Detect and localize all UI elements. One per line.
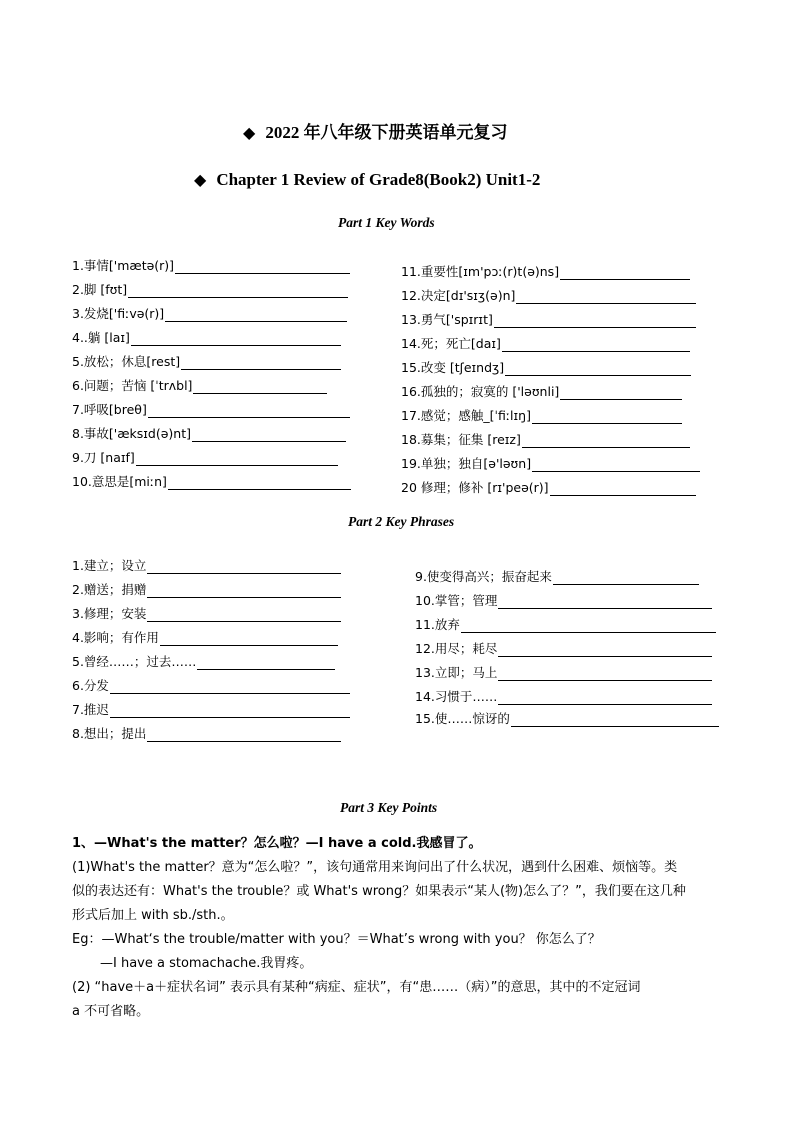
- phrase-row: [72, 604, 341, 622]
- word-row: [72, 328, 341, 346]
- answer-blank[interactable]: [110, 679, 350, 694]
- answer-blank[interactable]: [505, 361, 691, 376]
- answer-blank[interactable]: [498, 642, 712, 657]
- word-label: 16.孤独的；寂寞的 ['ləʊnli]: [401, 384, 560, 399]
- word-label: 8.事故['æksɪd(ə)nt]: [72, 426, 191, 441]
- answer-blank[interactable]: [498, 594, 712, 609]
- word-label: 6.问题；苦恼 [ˈtrʌbl]: [72, 378, 193, 393]
- diamond-bullet-icon: ◆: [243, 125, 256, 142]
- word-label: 4..躺 [laɪ]: [72, 330, 130, 345]
- word-row: [401, 310, 696, 328]
- example-line: Eg：—What‘s the trouble/matter with you？＝What’s wrong with you？ 你怎么了？: [72, 932, 601, 947]
- answer-blank[interactable]: [498, 690, 712, 705]
- word-label: 20 修理；修补 [rɪ'peə(r)]: [401, 480, 549, 495]
- answer-blank[interactable]: [147, 607, 341, 622]
- part1-heading: Part 1 Key Words: [338, 215, 435, 230]
- word-label: 7.呼吸[breθ]: [72, 402, 147, 417]
- answer-blank[interactable]: [532, 457, 700, 472]
- phrase-row: [415, 709, 719, 727]
- word-row: [401, 406, 682, 424]
- phrase-label: 13.立即；马上: [415, 665, 498, 680]
- answer-blank[interactable]: [148, 403, 350, 418]
- word-row: [401, 454, 700, 472]
- phrase-label: 4.影响；有作用: [72, 630, 159, 645]
- word-row: [401, 382, 682, 400]
- answer-blank[interactable]: [193, 379, 327, 394]
- word-label: 13.勇气['spɪrɪt]: [401, 312, 493, 327]
- sub-title: [194, 170, 540, 190]
- word-label: 19.单独；独自[ə'ləʊn]: [401, 456, 532, 471]
- phrase-label: 1.建立；设立: [72, 558, 147, 573]
- word-label: 2.脚 [fʊt]: [72, 282, 128, 297]
- phrase-row: [415, 663, 712, 681]
- word-label: 3.发烧['fiːvə(r)]: [72, 306, 165, 321]
- word-label: 9.刀 [naɪf]: [72, 450, 135, 465]
- phrase-label: 12.用尽；耗尽: [415, 641, 498, 656]
- phrase-row: [72, 580, 341, 598]
- point1-title: 1、—What's the matter？怎么啦？—I have a cold.我感冒了。: [72, 836, 482, 851]
- part2-heading: Part 2 Key Phrases: [348, 514, 455, 529]
- phrase-label: 6.分发: [72, 678, 109, 693]
- word-row: [72, 400, 350, 418]
- word-row: [72, 472, 351, 490]
- phrase-row: [415, 687, 712, 705]
- word-row: [401, 430, 690, 448]
- answer-blank[interactable]: [197, 655, 335, 670]
- point2-paragraph-line: (2) “have＋a＋症状名词” 表示具有某种“病症、症状”，有“患……（病）”的意思，其中的不定冠词: [72, 980, 641, 995]
- phrase-label: 10.掌管；管理: [415, 593, 498, 608]
- word-label: 11.重要性[ɪm'pɔː(r)t(ə)ns]: [401, 264, 560, 279]
- word-row: [401, 262, 690, 280]
- phrase-label: 3.修理；安装: [72, 606, 147, 621]
- word-label: 17.感觉；感触_[ˈfiːlɪŋ]: [401, 408, 531, 423]
- answer-blank[interactable]: [498, 666, 712, 681]
- phrase-row: [72, 556, 341, 574]
- phrase-label: 2.赠送；捐赠: [72, 582, 147, 597]
- point1-paragraph-line: (1)What's the matter？意为“怎么啦？”，该句通常用来询问出了什么状况，遇到什么困难、烦恼等。类: [72, 860, 678, 875]
- answer-blank[interactable]: [550, 481, 696, 496]
- word-label: 18.募集；征集 [reɪz]: [401, 432, 521, 447]
- phrase-row: [72, 724, 341, 742]
- word-label: 5.放松；休息[rest]: [72, 354, 181, 369]
- word-row: [401, 286, 696, 304]
- phrase-row: [72, 700, 350, 718]
- main-title-text: 2022 年八年级下册英语单元复习: [265, 123, 508, 142]
- answer-blank[interactable]: [147, 559, 341, 574]
- phrase-label: 7.推迟: [72, 702, 109, 717]
- answer-blank[interactable]: [175, 259, 350, 274]
- word-label: 1.事情['mætə(r)]: [72, 258, 175, 273]
- phrase-label: 11.放弃: [415, 617, 460, 632]
- word-row: [72, 352, 341, 370]
- answer-blank[interactable]: [128, 283, 348, 298]
- answer-blank[interactable]: [168, 475, 351, 490]
- phrase-label: 9.使变得高兴；振奋起来: [415, 569, 552, 584]
- answer-blank[interactable]: [461, 618, 716, 633]
- point1-paragraph-line: 形式后加上 with sb./sth.。: [72, 908, 234, 923]
- answer-blank[interactable]: [160, 631, 338, 646]
- word-label: 15.改变 [tʃeɪndʒ]: [401, 360, 505, 375]
- answer-blank[interactable]: [553, 570, 699, 585]
- phrase-row: [415, 591, 712, 609]
- answer-blank[interactable]: [192, 427, 346, 442]
- answer-blank[interactable]: [522, 433, 690, 448]
- answer-blank[interactable]: [502, 337, 690, 352]
- phrase-label: 15.使……惊讶的: [415, 711, 510, 726]
- word-row: [72, 304, 347, 322]
- phrase-label: 5.曾经……；过去……: [72, 654, 197, 669]
- word-row: [401, 334, 690, 352]
- answer-blank[interactable]: [181, 355, 341, 370]
- part3-heading: Part 3 Key Points: [340, 800, 438, 815]
- word-row: [72, 448, 338, 466]
- phrase-row: [72, 652, 335, 670]
- phrase-row: [72, 628, 338, 646]
- answer-blank[interactable]: [494, 313, 696, 328]
- answer-blank[interactable]: [165, 307, 347, 322]
- answer-blank[interactable]: [516, 289, 696, 304]
- word-row: [72, 424, 346, 442]
- phrase-row: [72, 676, 350, 694]
- sub-title-text: Chapter 1 Review of Grade8(Book2) Unit1-2: [216, 170, 541, 189]
- word-row: [72, 256, 350, 274]
- diamond-bullet-icon: ◆: [194, 172, 207, 189]
- word-label: 14.死；死亡[daɪ]: [401, 336, 501, 351]
- word-row: [401, 358, 691, 376]
- main-title: [243, 118, 508, 143]
- word-label: 10.意思是[miːn]: [72, 474, 167, 489]
- phrase-row: [415, 615, 716, 633]
- answer-blank[interactable]: [532, 409, 682, 424]
- phrase-label: 8.想出；提出: [72, 726, 147, 741]
- answer-blank[interactable]: [136, 451, 338, 466]
- answer-blank[interactable]: [147, 727, 341, 742]
- answer-blank[interactable]: [560, 265, 690, 280]
- word-row: [72, 280, 348, 298]
- phrase-row: [415, 639, 712, 657]
- point1-paragraph-line: 似的表达还有：What's the trouble？或 What's wrong？如果表示“某人(物)怎么了？”，我们要在这几种: [72, 884, 686, 899]
- point2-paragraph-line: a 不可省略。: [72, 1004, 150, 1019]
- phrase-row: [415, 567, 699, 585]
- answer-blank[interactable]: [131, 331, 341, 346]
- example-line: —I have a stomachache.我胃疼。: [100, 956, 313, 971]
- answer-blank[interactable]: [147, 583, 341, 598]
- answer-blank[interactable]: [511, 712, 719, 727]
- word-label: 12.决定[dɪ'sɪʒ(ə)n]: [401, 288, 516, 303]
- word-row: [401, 478, 696, 496]
- answer-blank[interactable]: [110, 703, 350, 718]
- phrase-label: 14.习惯于……: [415, 689, 498, 704]
- word-row: [72, 376, 327, 394]
- answer-blank[interactable]: [560, 385, 682, 400]
